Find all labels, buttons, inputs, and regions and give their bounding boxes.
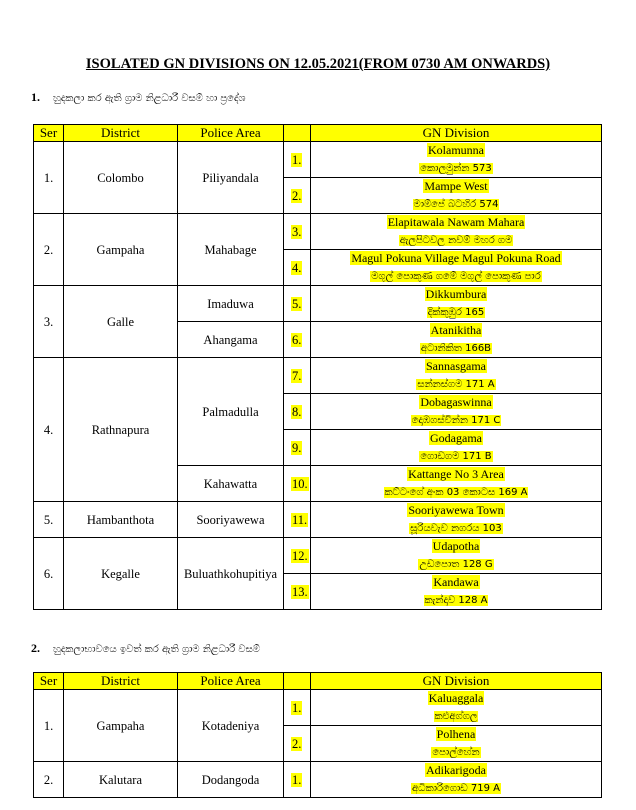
- police-area-cell: Buluathkohupitiya: [178, 538, 284, 610]
- ser-cell: 1.: [34, 142, 64, 214]
- gn-division-cell: [311, 538, 602, 574]
- ser-cell: 1.: [34, 690, 64, 762]
- section-title: හුදකලාභාවයෙ ඉවත් කර ඇති ග්‍රාම නිළධාරී වසම්: [53, 644, 260, 655]
- gn-english: Atanikitha: [430, 323, 482, 337]
- header-police-area: Police Area: [178, 673, 284, 690]
- row-number: 1.: [284, 690, 311, 726]
- table-row: [34, 214, 602, 250]
- header-district: District: [64, 673, 178, 690]
- gn-division-cell: [311, 502, 602, 538]
- gn-english: Sooriyawewa Town: [408, 503, 504, 517]
- police-area-cell: Palmadulla: [178, 358, 284, 466]
- row-number: 5.: [284, 286, 311, 322]
- section-number: 2.: [31, 641, 40, 655]
- police-area-cell: Sooriyawewa: [178, 502, 284, 538]
- district-cell: Gampaha: [64, 690, 178, 762]
- section-2-heading: [31, 641, 260, 656]
- district-cell: Kalutara: [64, 762, 178, 798]
- gn-sinhala: කට්ටංගේ අංක 03 කොටස 169 A: [384, 487, 528, 498]
- gn-english: Kolamunna: [428, 143, 484, 157]
- table-header-row: [34, 125, 602, 142]
- police-area-cell: Mahabage: [178, 214, 284, 286]
- row-number: 9.: [284, 430, 311, 466]
- gn-division-cell: [311, 690, 602, 726]
- district-cell: Kegalle: [64, 538, 178, 610]
- gn-division-cell: [311, 430, 602, 466]
- gn-sinhala: කැන්දාව 128 A: [424, 595, 488, 606]
- gn-english: Dobagaswinna: [420, 395, 492, 409]
- gn-sinhala: අධිකාරිගොඩ 719 A: [412, 783, 500, 794]
- gn-sinhala: ඇලපිටවල නවම් මහර ගම: [399, 235, 513, 246]
- header-police-area: Police Area: [178, 125, 284, 142]
- ser-cell: 5.: [34, 502, 64, 538]
- gn-sinhala: සූරියවැව නගරය 103: [410, 523, 502, 534]
- table-row: [34, 690, 602, 726]
- gn-sinhala: මගුල් පොකුණ ගමේ මගුල් පොකුණ පාර: [371, 271, 541, 282]
- row-number: 6.: [284, 322, 311, 358]
- gn-division-cell: [311, 286, 602, 322]
- gn-sinhala: දොඹගස්වින්න 171 C: [411, 415, 501, 426]
- gn-sinhala: සන්නස්ගම 171 A: [417, 379, 495, 390]
- page-title: ISOLATED GN DIVISIONS ON 12.05.2021(FROM 0730 AM ONWARDS): [85, 56, 551, 72]
- gn-division-cell: [311, 178, 602, 214]
- district-cell: Galle: [64, 286, 178, 358]
- ser-cell: 2.: [34, 762, 64, 798]
- police-area-cell: Piliyandala: [178, 142, 284, 214]
- gn-english: Kattange No 3 Area: [408, 467, 504, 481]
- gn-english: Mampe West: [424, 179, 488, 193]
- district-cell: Colombo: [64, 142, 178, 214]
- gn-division-cell: [311, 358, 602, 394]
- gn-sinhala: කළුඅග්ගල: [434, 711, 478, 722]
- gn-english: Udapotha: [432, 539, 480, 553]
- gn-division-cell: [311, 762, 602, 798]
- gn-division-cell: [311, 726, 602, 762]
- section-number: 1.: [31, 90, 40, 104]
- header-district: District: [64, 125, 178, 142]
- gn-english: Kaluaggala: [428, 691, 484, 705]
- police-area-cell: Ahangama: [178, 322, 284, 358]
- isolated-gn-table: [33, 124, 602, 610]
- gn-sinhala: මාම්පේ බටහිර 574: [413, 199, 499, 210]
- gn-english: Godagama: [430, 431, 482, 445]
- row-number: 8.: [284, 394, 311, 430]
- gn-english: Magul Pokuna Village Magul Pokuna Road: [351, 251, 561, 265]
- header-gn-division: GN Division: [311, 673, 602, 690]
- gn-english: Adikarigoda: [426, 763, 486, 777]
- row-number: 11.: [284, 502, 311, 538]
- header-no: [284, 125, 311, 142]
- row-number: 1.: [284, 762, 311, 798]
- gn-division-cell: [311, 250, 602, 286]
- row-number: 12.: [284, 538, 311, 574]
- district-cell: Rathnapura: [64, 358, 178, 502]
- row-number: 7.: [284, 358, 311, 394]
- table-row: [34, 142, 602, 178]
- header-ser: Ser: [34, 673, 64, 690]
- row-number: 13.: [284, 574, 311, 610]
- gn-division-cell: [311, 574, 602, 610]
- gn-sinhala: පොල්හේන: [432, 747, 480, 758]
- gn-sinhala: ගොඩගම 171 B: [420, 451, 492, 462]
- district-cell: Gampaha: [64, 214, 178, 286]
- gn-sinhala: කොලමුන්න 573: [420, 163, 492, 174]
- ser-cell: 4.: [34, 358, 64, 502]
- gn-english: Polhena: [436, 727, 476, 741]
- row-number: 2.: [284, 178, 311, 214]
- district-cell: Hambanthota: [64, 502, 178, 538]
- table-row: [34, 286, 602, 322]
- gn-division-cell: [311, 142, 602, 178]
- gn-sinhala: අටානිකිත 166B: [420, 343, 492, 354]
- released-gn-table: [33, 672, 602, 798]
- gn-english: Kandawa: [433, 575, 479, 589]
- row-number: 4.: [284, 250, 311, 286]
- header-gn-division: GN Division: [311, 125, 602, 142]
- row-number: 1.: [284, 142, 311, 178]
- gn-english: Sannasgama: [426, 359, 486, 373]
- table-row: [34, 538, 602, 574]
- row-number: 10.: [284, 466, 311, 502]
- police-area-cell: Kahawatta: [178, 466, 284, 502]
- table-row: [34, 502, 602, 538]
- gn-english: Dikkumbura: [425, 287, 487, 301]
- gn-english: Elapitawala Nawam Mahara: [387, 215, 525, 229]
- gn-division-cell: [311, 466, 602, 502]
- table-header-row: [34, 673, 602, 690]
- row-number: 2.: [284, 726, 311, 762]
- ser-cell: 6.: [34, 538, 64, 610]
- header-ser: Ser: [34, 125, 64, 142]
- gn-division-cell: [311, 214, 602, 250]
- police-area-cell: Dodangoda: [178, 762, 284, 798]
- row-number: 3.: [284, 214, 311, 250]
- ser-cell: 2.: [34, 214, 64, 286]
- ser-cell: 3.: [34, 286, 64, 358]
- section-1-heading: [31, 90, 246, 105]
- section-title: හුදකලා කර ඇති ග්‍රාම නිළධාරී වසම් හා ප්‍රදේශ: [53, 93, 246, 104]
- gn-sinhala: උඩපොත 128 G: [419, 559, 493, 570]
- gn-division-cell: [311, 322, 602, 358]
- table-row: [34, 358, 602, 394]
- gn-division-cell: [311, 394, 602, 430]
- table-row: [34, 762, 602, 798]
- police-area-cell: Imaduwa: [178, 286, 284, 322]
- police-area-cell: Kotadeniya: [178, 690, 284, 762]
- gn-sinhala: දික්කුඹුර 165: [427, 307, 485, 318]
- header-no: [284, 673, 311, 690]
